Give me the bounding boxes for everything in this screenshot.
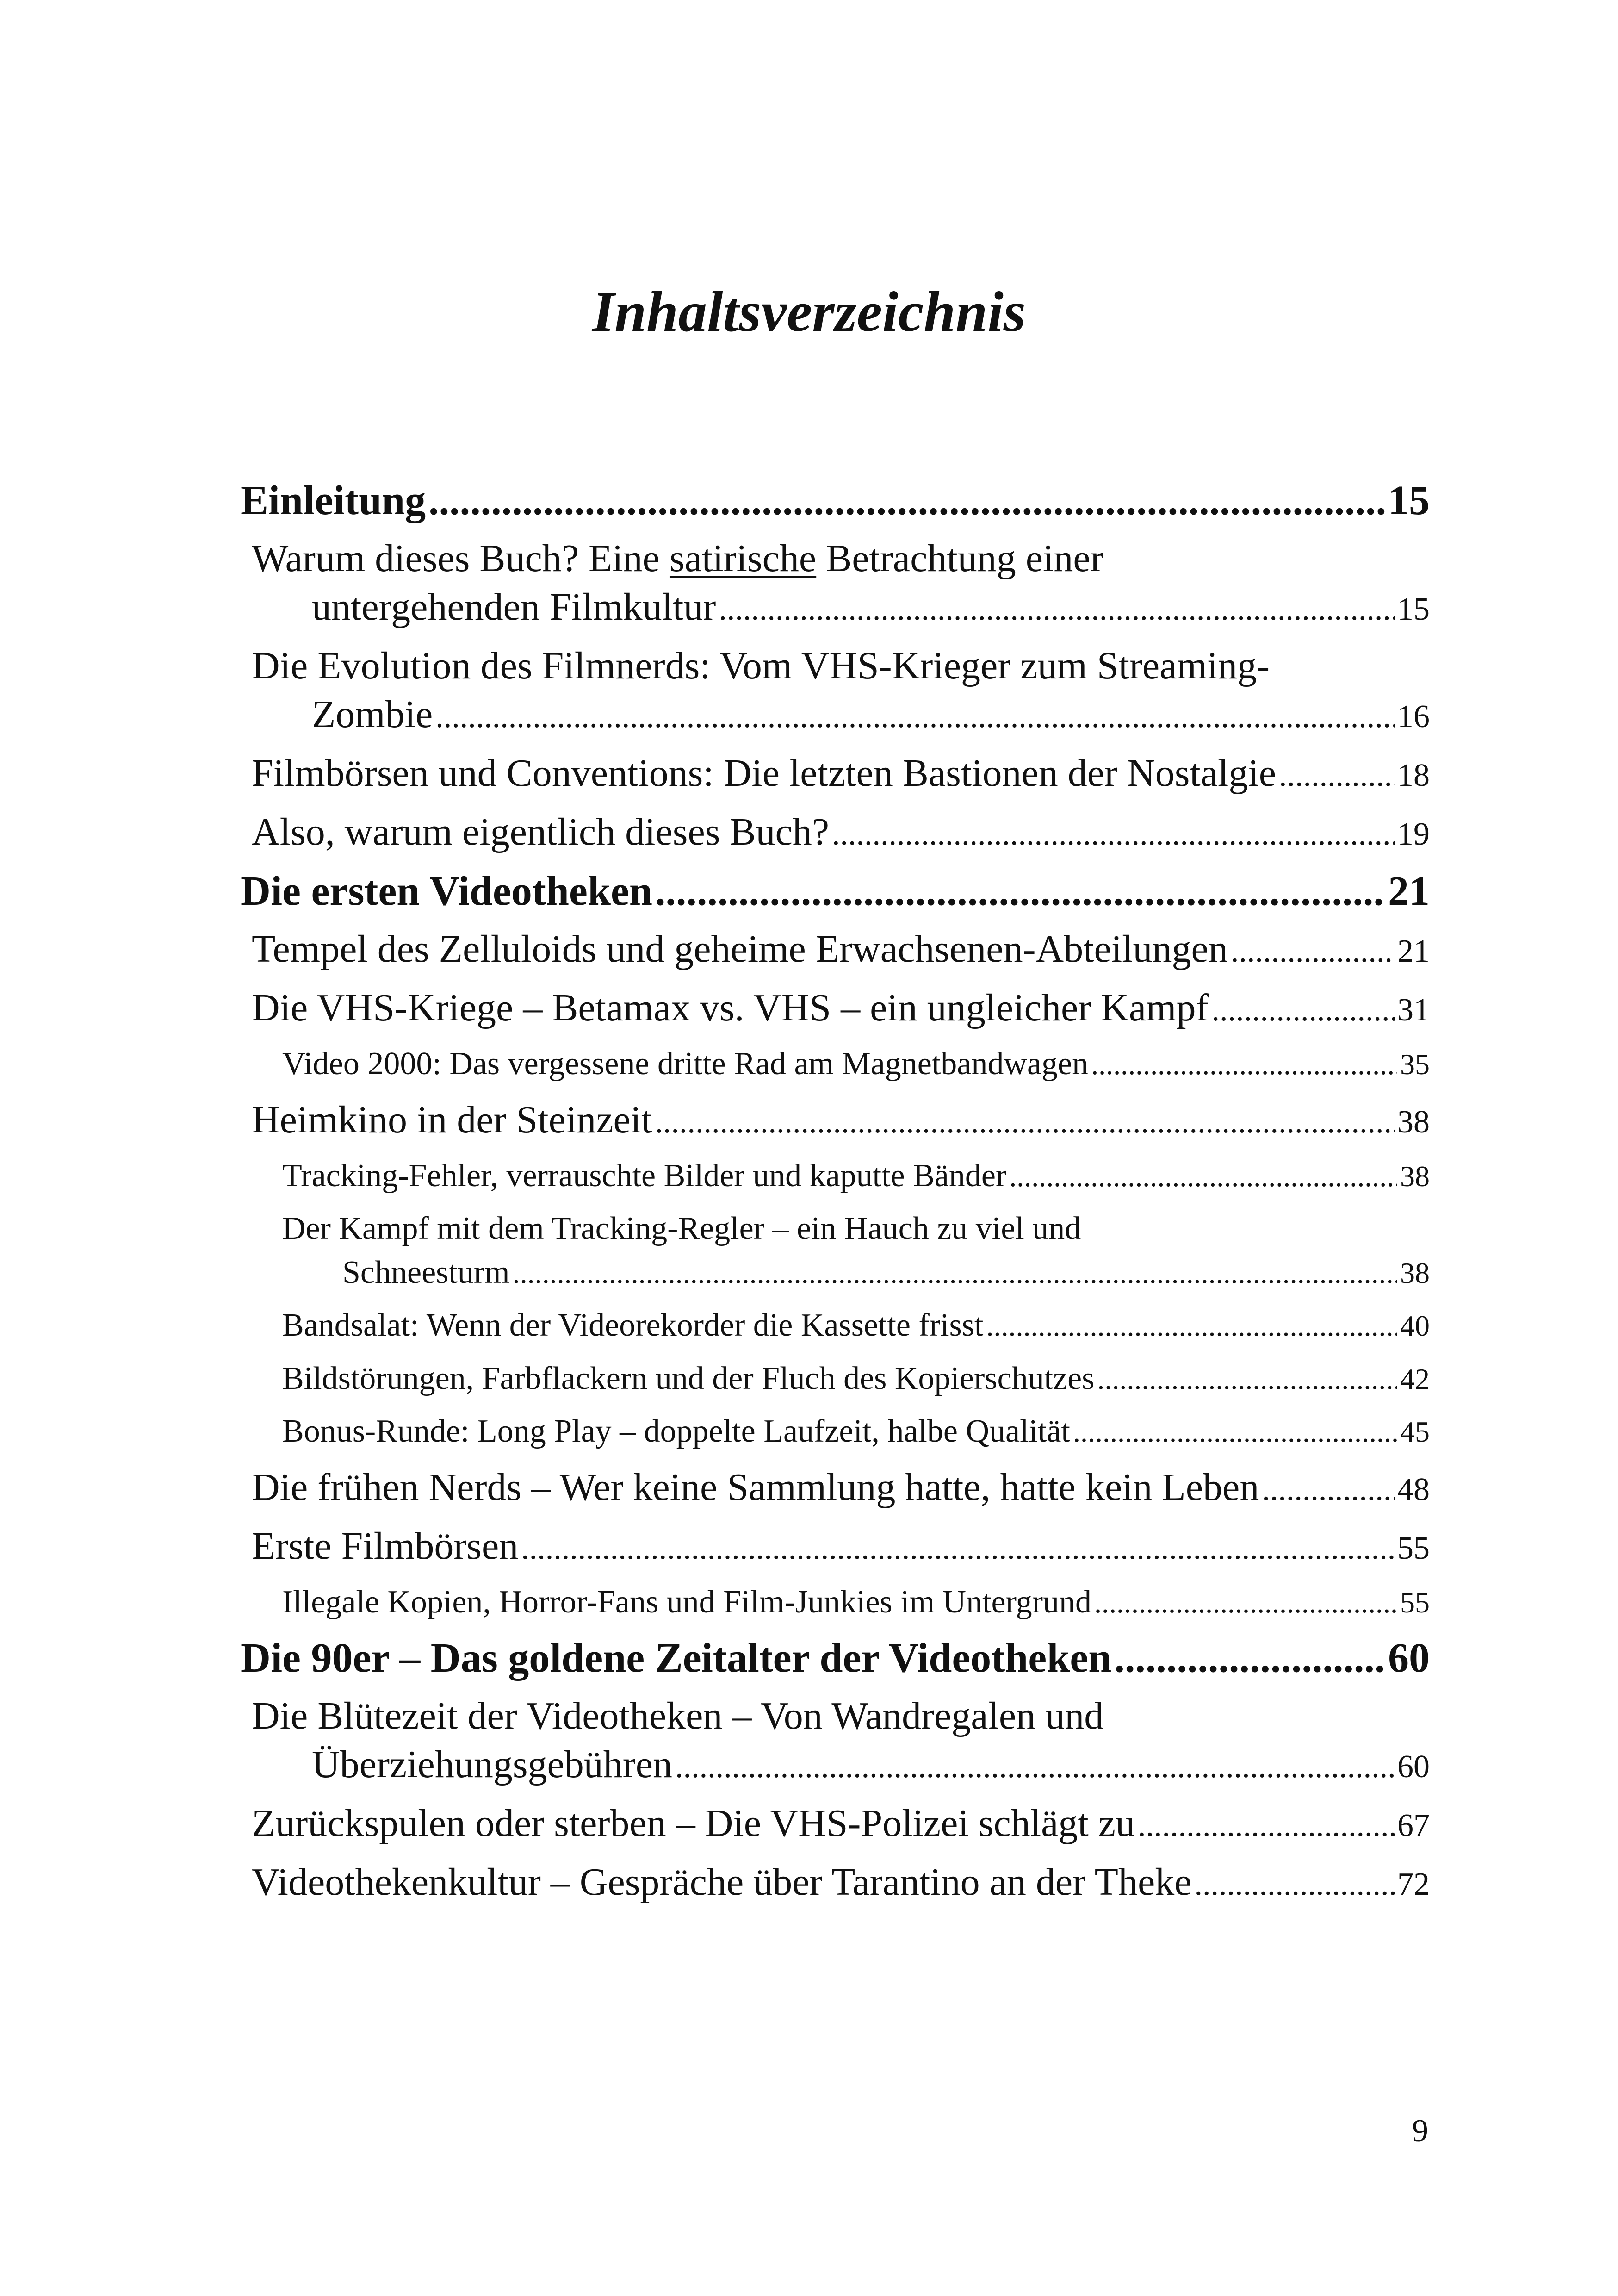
toc-entry-page: 16 bbox=[1397, 699, 1430, 734]
toc-entry-section[interactable] bbox=[241, 641, 1430, 739]
dot-leader bbox=[1211, 990, 1395, 1031]
toc-entry-title bbox=[252, 534, 1103, 583]
dot-leader bbox=[1279, 755, 1395, 796]
dot-leader bbox=[719, 589, 1395, 630]
toc-entry-title: Tracking-Fehler, verrauschte Bilder und kaputte Bänder bbox=[282, 1157, 1007, 1194]
dot-leader bbox=[1009, 1157, 1397, 1196]
toc-entry-page: 15 bbox=[1397, 591, 1430, 627]
toc-entry-page: 48 bbox=[1397, 1471, 1430, 1507]
dot-leader bbox=[1195, 1864, 1395, 1905]
dot-leader bbox=[428, 476, 1385, 526]
dot-leader bbox=[1094, 1583, 1397, 1623]
toc-entry-title: Video 2000: Das vergessene dritte Rad am Magnetbandwagen bbox=[282, 1046, 1089, 1082]
toc-entry-page: 40 bbox=[1400, 1309, 1430, 1342]
toc-entry-page: 21 bbox=[1397, 933, 1430, 969]
toc-entry-chapter[interactable] bbox=[241, 476, 1430, 526]
toc-entry-page: 15 bbox=[1388, 478, 1430, 523]
toc-entry-section[interactable] bbox=[241, 534, 1430, 631]
toc-entry-title: Videothekenkultur – Gespräche über Tarantino an der Theke bbox=[252, 1860, 1192, 1904]
toc-entry-page: 42 bbox=[1400, 1362, 1430, 1395]
toc-entry-title: Die ersten Videotheken bbox=[241, 868, 652, 914]
toc-entry-title: Die VHS-Kriege – Betamax vs. VHS – ein ungleicher Kampf bbox=[252, 986, 1209, 1029]
dot-leader bbox=[675, 1747, 1395, 1787]
toc-entry-page: 38 bbox=[1400, 1159, 1430, 1193]
dot-leader bbox=[521, 1528, 1395, 1569]
toc-entry-page: 45 bbox=[1400, 1415, 1430, 1448]
dot-leader bbox=[1091, 1045, 1397, 1084]
toc-entry-section[interactable] bbox=[241, 749, 1430, 797]
toc-entry-subsection[interactable] bbox=[241, 1154, 1430, 1198]
toc-entry-page: 21 bbox=[1388, 868, 1430, 914]
toc-entry-chapter[interactable] bbox=[241, 1633, 1430, 1683]
toc-entry-section[interactable] bbox=[241, 1858, 1430, 1906]
dot-leader bbox=[1138, 1805, 1395, 1846]
toc-entry-title-start: Warum dieses Buch? Eine bbox=[252, 537, 670, 580]
toc-entry-title: Illegale Kopien, Horror-Fans und Film-Junkies im Untergrund bbox=[282, 1584, 1091, 1620]
toc-entry-section[interactable] bbox=[241, 983, 1430, 1032]
toc-entry-section[interactable] bbox=[241, 1522, 1430, 1570]
toc-entry-subsection[interactable] bbox=[241, 1304, 1430, 1348]
toc-entry-title: Die 90er – Das goldene Zeitalter der Videotheken bbox=[241, 1635, 1112, 1681]
toc-entry-page: 38 bbox=[1397, 1104, 1430, 1140]
dot-leader bbox=[1097, 1359, 1397, 1399]
dot-leader bbox=[832, 814, 1395, 855]
dot-leader bbox=[435, 697, 1395, 737]
toc-entry-page: 38 bbox=[1400, 1256, 1430, 1289]
toc-entry-title: Erste Filmbörsen bbox=[252, 1524, 519, 1568]
dot-leader bbox=[1231, 931, 1395, 972]
toc-entry-page: 35 bbox=[1400, 1048, 1430, 1081]
toc-entry-page: 55 bbox=[1400, 1586, 1430, 1619]
toc-entry-section[interactable] bbox=[241, 1463, 1430, 1512]
dot-leader bbox=[1262, 1469, 1395, 1510]
dot-leader bbox=[986, 1306, 1397, 1346]
page-number: 9 bbox=[1412, 2113, 1428, 2149]
table-of-contents bbox=[241, 467, 1430, 1916]
toc-entry-title: Der Kampf mit dem Tracking-Regler – ein Hauch zu viel und bbox=[282, 1211, 1081, 1246]
toc-entry-page: 18 bbox=[1397, 758, 1430, 793]
toc-entry-title: Filmbörsen und Conventions: Die letzten Bastionen der Nostalgie bbox=[252, 752, 1276, 795]
toc-entry-chapter[interactable] bbox=[241, 866, 1430, 916]
dot-leader bbox=[1114, 1633, 1385, 1683]
toc-entry-section[interactable] bbox=[241, 925, 1430, 973]
toc-entry-subsection[interactable] bbox=[241, 1357, 1430, 1401]
toc-entry-title: Bandsalat: Wenn der Videorekorder die Kassette frisst bbox=[282, 1307, 984, 1343]
dot-leader bbox=[655, 866, 1385, 916]
toc-entry-title: Zurückspulen oder sterben – Die VHS-Polizei schlägt zu bbox=[252, 1802, 1135, 1845]
toc-entry-page: 72 bbox=[1397, 1867, 1430, 1902]
toc-entry-section[interactable] bbox=[241, 808, 1430, 856]
toc-entry-title-continuation: Zombie bbox=[312, 693, 433, 736]
toc-entry-title: Die Blütezeit der Videotheken – Von Wandregalen und bbox=[252, 1694, 1104, 1737]
dot-leader bbox=[1073, 1412, 1397, 1452]
toc-entry-title: Tempel des Zelluloids und geheime Erwachsenen-Abteilungen bbox=[252, 927, 1228, 971]
toc-entry-title-continuation: Überziehungsgebühren bbox=[312, 1743, 673, 1786]
underlined-word: satirische bbox=[669, 537, 817, 580]
toc-entry-page: 60 bbox=[1397, 1749, 1430, 1785]
toc-entry-title: Die Evolution des Filmnerds: Vom VHS-Krieger zum Streaming- bbox=[252, 644, 1270, 687]
toc-entry-subsection[interactable] bbox=[241, 1410, 1430, 1454]
toc-entry-page: 67 bbox=[1397, 1808, 1430, 1843]
toc-entry-section[interactable] bbox=[241, 1692, 1430, 1789]
toc-entry-page: 19 bbox=[1397, 816, 1430, 852]
toc-entry-subsection[interactable] bbox=[241, 1042, 1430, 1086]
toc-entry-title-continuation: Schneesturm bbox=[342, 1254, 510, 1290]
toc-entry-page: 55 bbox=[1397, 1530, 1430, 1566]
toc-entry-title: Die frühen Nerds – Wer keine Sammlung hatte, hatte kein Leben bbox=[252, 1465, 1259, 1509]
page-title: Inhaltsverzeichnis bbox=[592, 280, 1026, 343]
dot-leader bbox=[513, 1253, 1397, 1293]
toc-entry-section[interactable] bbox=[241, 1095, 1430, 1144]
toc-entry-title: Heimkino in der Steinzeit bbox=[252, 1098, 652, 1141]
toc-entry-title: Einleitung bbox=[241, 478, 426, 523]
toc-entry-section[interactable] bbox=[241, 1799, 1430, 1848]
toc-entry-title: Also, warum eigentlich dieses Buch? bbox=[252, 810, 830, 853]
toc-entry-title: Bildstörungen, Farbflackern und der Fluch des Kopierschutzes bbox=[282, 1360, 1095, 1396]
toc-entry-subsection[interactable] bbox=[241, 1207, 1430, 1294]
toc-entry-title-continuation: untergehenden Filmkultur bbox=[312, 585, 716, 628]
toc-entry-page: 31 bbox=[1397, 992, 1430, 1028]
toc-entry-title: Bonus-Runde: Long Play – doppelte Laufzeit, halbe Qualität bbox=[282, 1413, 1070, 1449]
dot-leader bbox=[655, 1102, 1395, 1143]
toc-entry-title-end: Betrachtung einer bbox=[816, 537, 1103, 580]
toc-entry-page: 60 bbox=[1388, 1635, 1430, 1681]
toc-entry-subsection[interactable] bbox=[241, 1580, 1430, 1624]
